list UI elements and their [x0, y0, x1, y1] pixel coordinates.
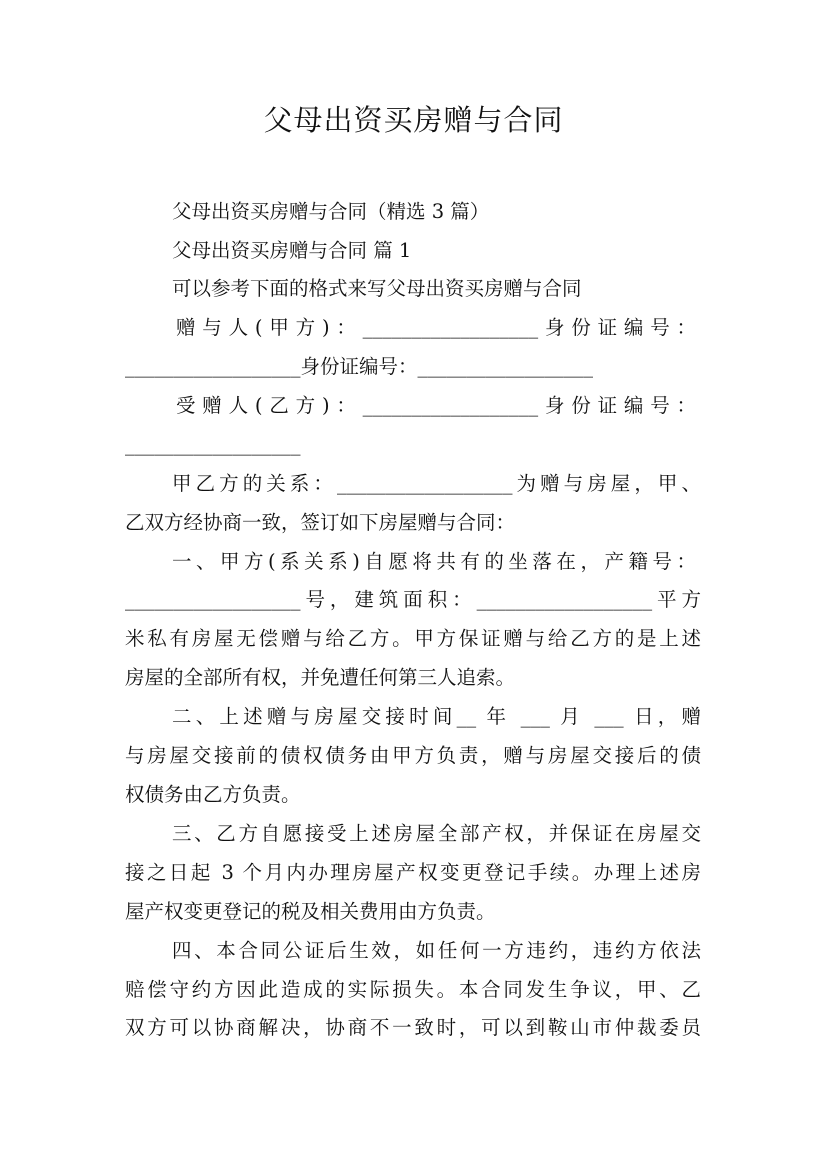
subtitle-line: 父母出资买房赠与合同（精选 3 篇）: [172, 200, 490, 223]
section-heading: 父母出资买房赠与合同 篇 1: [172, 239, 412, 262]
donor-line: 赠与人(甲方)：__________________身份证编号：: [176, 316, 696, 339]
clause-1-line: 一、甲方(系关系)自愿将共有的坐落在，产籍号：: [172, 550, 696, 573]
donor-id-line: __________________身份证编号：__________________: [125, 355, 594, 378]
clause-2-line: 权债务由乙方负责。: [125, 783, 301, 806]
clause-2-line: 二、上述赠与房屋交接时间__ 年 ___ 月 ___ 日，赠: [172, 705, 701, 728]
clause-3-line: 三、乙方自愿接受上述房屋全部产权，并保证在房屋交: [172, 822, 701, 845]
clause-2-line: 与房屋交接前的债权债务由甲方负责，赠与房屋交接后的债: [125, 744, 701, 767]
clause-1-line: 米私有房屋无偿赠与给乙方。甲方保证赠与给乙方的是上述: [125, 627, 701, 650]
intro-line: 可以参考下面的格式来写父母出资买房赠与合同: [172, 277, 582, 300]
donee-id-line: __________________: [125, 433, 301, 456]
clause-1-line: 房屋的全部所有权，并免遭任何第三人追索。: [125, 666, 516, 689]
clause-4-line: 赔偿守约方因此造成的实际损失。本合同发生争议，甲、乙: [125, 978, 701, 1001]
clause-4-line: 四、本合同公证后生效，如任何一方违约，违约方依法: [172, 939, 701, 962]
clause-4-line: 双方可以协商解决，协商不一致时，可以到鞍山市仲裁委员: [125, 1016, 701, 1039]
clause-1-line: __________________号，建筑面积：__________________平方: [125, 588, 701, 611]
clause-3-line: 接之日起 3 个月内办理房屋产权变更登记手续。办理上述房: [125, 861, 701, 884]
paragraph-line: 甲乙方的关系：__________________为赠与房屋，甲、: [172, 472, 701, 495]
document-title: 父母出资买房赠与合同: [263, 103, 564, 137]
donee-line: 受赠人(乙方)：__________________身份证编号：: [176, 394, 696, 417]
paragraph-line: 乙双方经协商一致，签订如下房屋赠与合同：: [125, 511, 516, 534]
clause-3-line: 屋产权变更登记的税及相关费用由方负责。: [125, 900, 496, 923]
